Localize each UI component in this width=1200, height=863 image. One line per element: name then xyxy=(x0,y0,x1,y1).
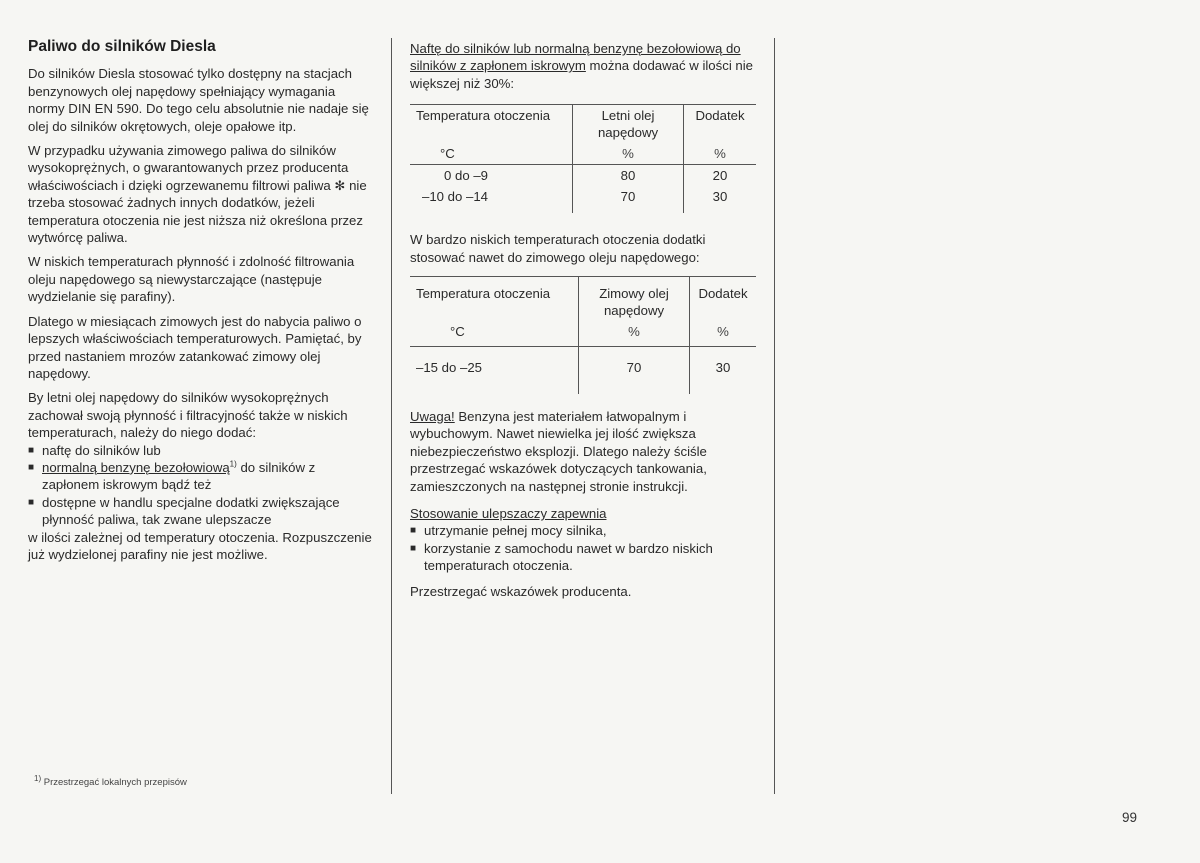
table-unit-row: °C % % xyxy=(410,143,756,165)
paragraph-low-temp: W niskich temperaturach płynność i zdolność filtrowania oleju napędowego są niewystarczające (następuje wydzielanie się parafiny). xyxy=(28,254,355,305)
paragraph-paraffin: w ilości zależnej od temperatury otoczenia. Rozpuszczenie już wydzielonej parafiny nie jest możliwe. xyxy=(28,529,372,562)
table-row: 0 do –9 80 20 xyxy=(410,165,756,187)
paragraph-winter-months: Dlatego w miesiącach zimowych jest do nabycia paliwo o lepszych właściwościach temperaturowych. Pamiętać, by przed nastaniem mrozów zatankować zimowy olej napędowy. xyxy=(28,313,362,381)
section-heading: Paliwo do silników Diesla xyxy=(28,38,216,55)
bullet-item: ■ dostępne w handlu specjalne dodatki zwiększające płynność paliwa, tak zwane ulepszacze xyxy=(28,494,340,528)
manufacturer-note: Przestrzegać wskazówek producenta. xyxy=(410,583,632,599)
left-column xyxy=(28,38,373,570)
bullet-square-icon: ■ xyxy=(410,525,417,537)
paragraph-winter-fuel: W przypadku używania zimowego paliwa do silników wysokoprężnych, o gwarantowanych przez producenta właściwościach i dzięki ogrzewanemu filtrowi paliwa ✻ nie trzeba stosować żadnych innych dodatków, jeżeli temperatura otoczenia nie jest niższa niż określona przez wytwórcę paliwa. xyxy=(28,143,367,246)
table-row: –15 do –25 70 30 xyxy=(410,347,756,395)
table-unit-row: °C % % xyxy=(410,321,756,347)
uses-heading: Stosowanie ulepszaczy zapewnia xyxy=(410,506,607,522)
footnote-ref: 1) xyxy=(229,459,237,469)
footnote: $^{1)}$ Przestrzegać lokalnych przepisów xyxy=(34,773,187,788)
bullet-item: ■ korzystanie z samochodu nawet w bardzo niskich temperaturach otoczenia. xyxy=(410,540,713,574)
winter-oil-table xyxy=(410,276,756,394)
right-column xyxy=(410,40,760,607)
bullet-square-icon: ■ xyxy=(28,496,35,508)
warning-label: Uwaga! xyxy=(410,409,455,425)
table-header-row: Temperatura otoczenia Letni olej napędowy Dodatek xyxy=(410,105,756,144)
paragraph-very-low-temp: W bardzo niskich temperaturach otoczenia dodatki stosować nawet do zimowego oleju napędowego: xyxy=(410,232,706,265)
bullet-item: ■ utrzymanie pełnej mocy silnika, xyxy=(410,523,607,539)
bullet-item: ■ naftę do silników lub xyxy=(28,442,161,458)
table-row: –10 do –14 70 30 xyxy=(410,186,756,213)
bullet-item: ■ normalną benzynę bezołowiową$^{1)}$ do silników z zapłonem iskrowym bądź też xyxy=(28,459,316,493)
bullet-square-icon: ■ xyxy=(410,542,417,554)
bullet-square-icon: ■ xyxy=(28,461,35,473)
column-divider xyxy=(774,38,775,794)
paragraph-din-norm: Do silników Diesla stosować tylko dostępny na stacjach benzynowych olej napędowy spełniający wymagania normy DIN EN 590. Do tego celu absolutnie nie nadaje się olej do silników okrętowych, oleje opałowe itp. xyxy=(28,66,369,134)
table-header-row: Temperatura otoczenia Zimowy olej napędowy Dodatek xyxy=(410,277,756,322)
page-number: 99 xyxy=(1122,810,1138,825)
warning-paragraph: Uwaga! Benzyna jest materiałem łatwopalnym i wybuchowym. Nawet niewielka jej ilość zwiększa niebezpieczeństwo eksplozji. Dlatego należy ściśle przestrzegać wskazówek dotyczących tankowania, zamieszczonych na następnej stronie instrukcji. xyxy=(410,409,707,494)
intro-paragraph: Naftę do silników lub normalną benzynę bezołowiową do silników z zapłonem iskrowym można dodawać w ilości nie większej niż 30%: xyxy=(410,41,754,91)
summer-oil-table xyxy=(410,104,756,213)
column-divider xyxy=(391,38,392,794)
paragraph-summer-oil: By letni olej napędowy do silników wysokoprężnych zachował swoją płynność i filtracyjność także w niskich temperaturach, należy do niego dodać: xyxy=(28,390,348,441)
bullet-square-icon: ■ xyxy=(28,444,35,456)
